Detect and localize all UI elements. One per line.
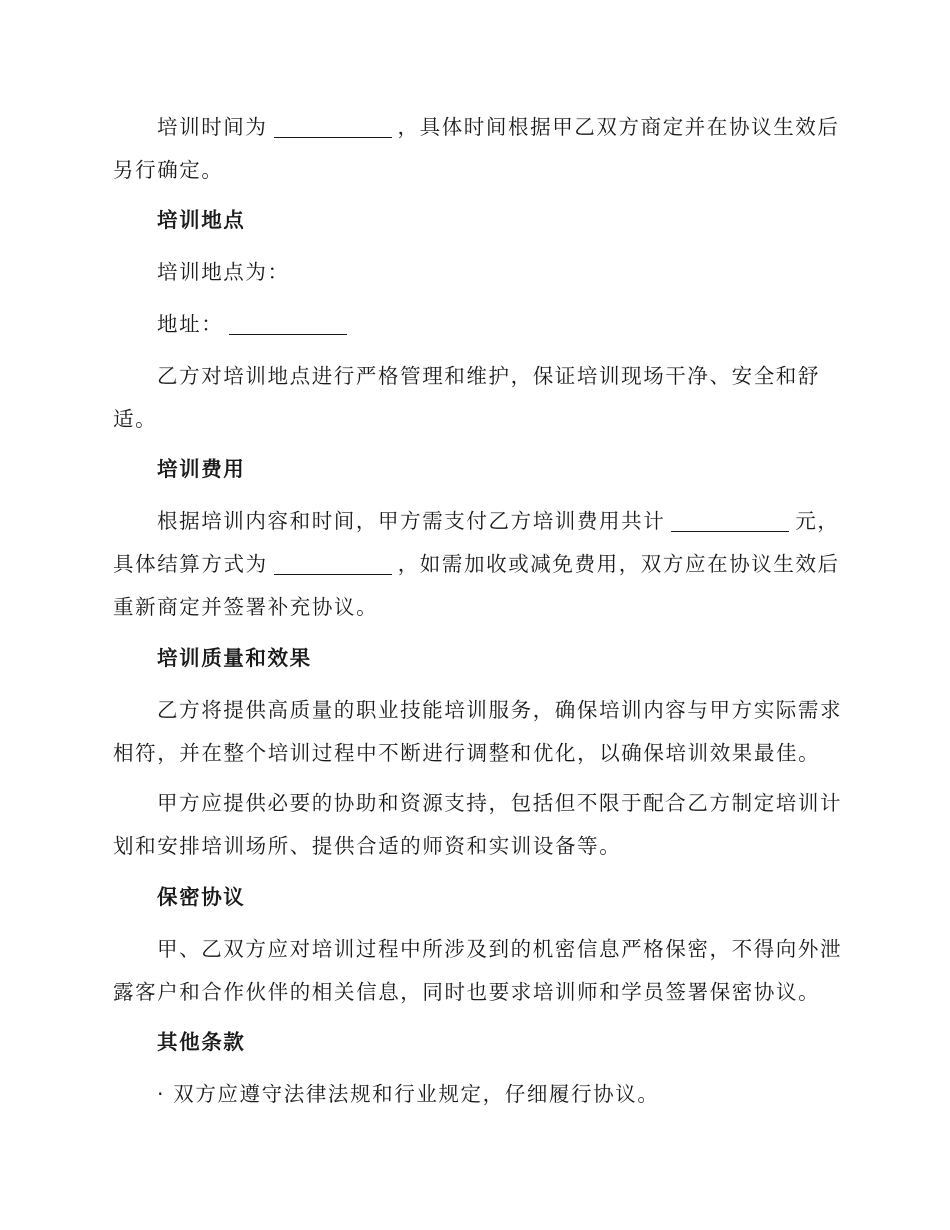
text-fee-d: ，如需加收或减免费用，双方应在协议生效后 — [397, 552, 840, 576]
text-fee-a: 根据培训内容和时间，甲方需支付乙方培训费用共计 — [157, 509, 666, 533]
bullet-other-terms: · 双方应遵守法律法规和行业规定，仔细履行协议。 — [157, 1082, 660, 1106]
text-address-label: 地址： — [157, 312, 224, 336]
heading-training-quality: 培训质量和效果 — [157, 646, 312, 670]
paragraph-training-fee — [113, 500, 840, 629]
heading-training-fee: 培训费用 — [157, 457, 246, 481]
text-training-time-b: ，具体时间根据甲乙双方商定并在协议生效后 — [397, 115, 840, 139]
heading-training-location: 培训地点 — [157, 208, 246, 232]
text-fee-b: 元， — [795, 509, 840, 533]
blank-settlement-method — [274, 552, 392, 575]
text-training-time-c: 另行确定。 — [113, 158, 224, 182]
heading-other-terms: 其他条款 — [157, 1030, 246, 1054]
paragraph-quality-1: 乙方将提供高质量的职业技能培训服务，确保培训内容与甲方实际需求 相符，并在整个培训过程中不断进行调整和优化，以确保培训效果最佳。 — [113, 698, 843, 765]
text-training-time-a: 培训时间为 — [157, 115, 268, 139]
blank-fee-amount — [671, 509, 789, 532]
heading-confidentiality: 保密协议 — [157, 885, 246, 909]
paragraph-site-management: 乙方对培训地点进行严格管理和维护，保证培训现场干净、安全和舒 适。 — [113, 364, 820, 431]
blank-address — [229, 312, 347, 335]
text-fee-e: 重新商定并签署补充协议。 — [113, 595, 379, 619]
text-fee-c: 具体结算方式为 — [113, 552, 268, 576]
paragraph-address — [113, 303, 833, 346]
paragraph-quality-2: 甲方应提供必要的协助和资源支持，包括但不限于配合乙方制定培训计 划和安排培训场所、提供合适的师资和实训设备等。 — [113, 791, 843, 858]
blank-training-time — [274, 115, 392, 138]
paragraph-training-time — [113, 106, 840, 192]
paragraph-location-intro: 培训地点为： — [157, 260, 290, 284]
paragraph-confidentiality: 甲、乙双方应对培训过程中所涉及到的机密信息严格保密，不得向外泄 露客户和合作伙伴的相关信息，同时也要求培训师和学员签署保密协议。 — [113, 937, 843, 1004]
